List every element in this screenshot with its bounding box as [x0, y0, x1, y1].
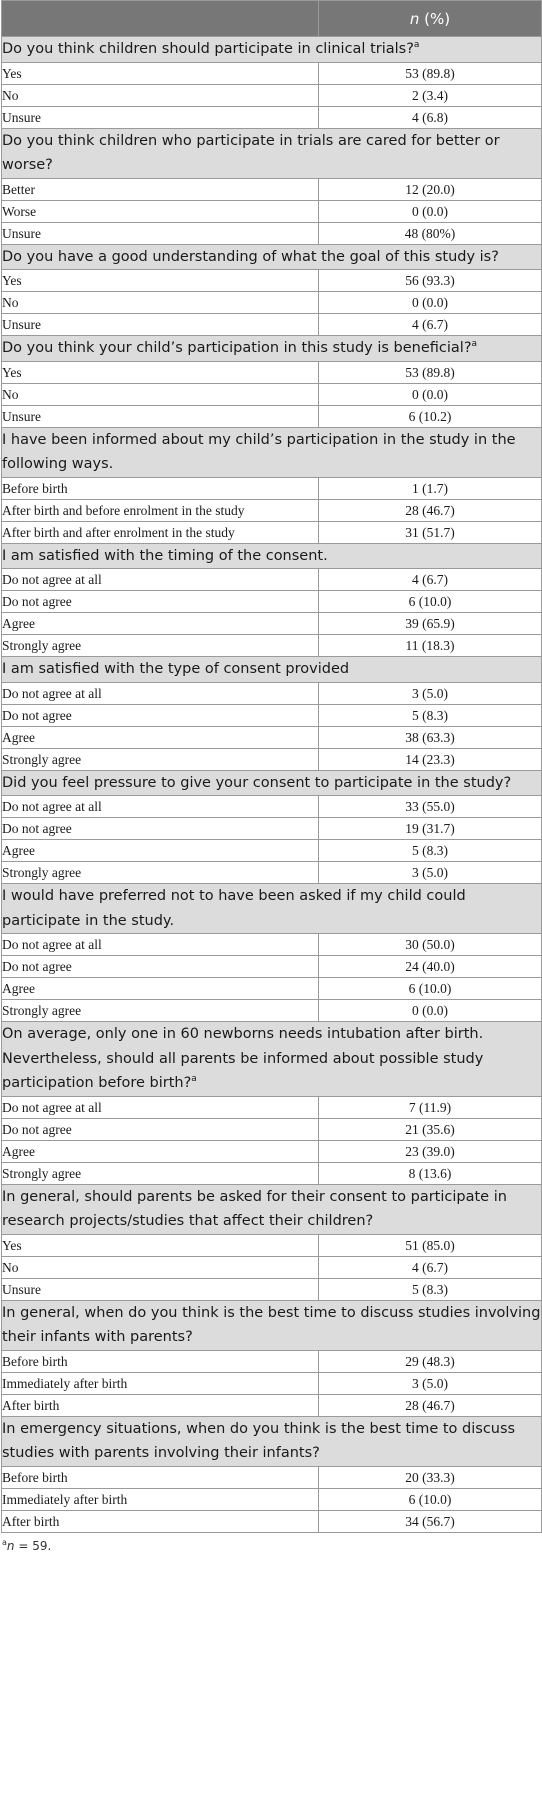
answer-value: 1 (1.7)	[319, 477, 542, 499]
answer-row	[2, 62, 542, 84]
answer-label: Do not agree at all	[2, 569, 319, 591]
answer-label: Agree	[2, 726, 319, 748]
answer-row	[2, 1510, 542, 1532]
answer-label: Unsure	[2, 314, 319, 336]
answer-row	[2, 314, 542, 336]
question-cell	[2, 1184, 542, 1234]
answer-value: 29 (48.3)	[319, 1350, 542, 1372]
answer-value: 5 (8.3)	[319, 840, 542, 862]
question-row	[2, 884, 542, 934]
answer-row	[2, 956, 542, 978]
question-cell	[2, 884, 542, 934]
answer-value: 4 (6.7)	[319, 1256, 542, 1278]
footnote-n-symbol: n	[6, 1538, 15, 1553]
answer-label: No	[2, 292, 319, 314]
question-row	[2, 543, 542, 569]
table-header-row	[2, 1, 542, 37]
question-row	[2, 244, 542, 270]
answer-row	[2, 796, 542, 818]
answer-value: 20 (33.3)	[319, 1466, 542, 1488]
answer-row	[2, 499, 542, 521]
answer-value: 5 (8.3)	[319, 1278, 542, 1300]
answer-row	[2, 1372, 542, 1394]
answer-label: Before birth	[2, 1466, 319, 1488]
answer-value: 3 (5.0)	[319, 1372, 542, 1394]
answer-label: After birth	[2, 1394, 319, 1416]
question-text: Did you feel pressure to give your consent to participate in the study?	[2, 774, 512, 791]
answer-label: Strongly agree	[2, 748, 319, 770]
answer-row	[2, 1140, 542, 1162]
answer-row	[2, 270, 542, 292]
header-n-label: n	[409, 9, 420, 28]
answer-label: Do not agree	[2, 818, 319, 840]
answer-value: 2 (3.4)	[319, 84, 542, 106]
answer-value: 7 (11.9)	[319, 1096, 542, 1118]
question-row	[2, 336, 542, 362]
answer-row	[2, 613, 542, 635]
answer-label: Yes	[2, 1234, 319, 1256]
answer-label: Agree	[2, 978, 319, 1000]
question-footnote-marker: a	[191, 1074, 197, 1085]
table-body	[2, 37, 542, 1533]
question-cell	[2, 770, 542, 796]
question-text: I am satisfied with the type of consent provided	[2, 661, 350, 677]
answer-row	[2, 84, 542, 106]
answer-label: Immediately after birth	[2, 1488, 319, 1510]
answer-row	[2, 1394, 542, 1416]
answer-label: Yes	[2, 361, 319, 383]
answer-label: Immediately after birth	[2, 1372, 319, 1394]
answer-label: Agree	[2, 840, 319, 862]
answer-label: Strongly agree	[2, 862, 319, 884]
question-text: I am satisfied with the timing of the consent.	[2, 547, 328, 564]
answer-value: 0 (0.0)	[319, 200, 542, 222]
answer-row	[2, 1162, 542, 1184]
answer-row	[2, 1278, 542, 1300]
answer-label: Unsure	[2, 405, 319, 427]
answer-row	[2, 405, 542, 427]
answer-label: Better	[2, 178, 319, 200]
answer-value: 3 (5.0)	[319, 862, 542, 884]
question-row	[2, 657, 542, 683]
answer-row	[2, 477, 542, 499]
answer-label: After birth and after enrolment in the study	[2, 521, 319, 543]
answer-value: 3 (5.0)	[319, 682, 542, 704]
question-text: I would have preferred not to have been asked if my child could participate in the study.	[2, 888, 466, 929]
question-footnote-marker: a	[471, 339, 478, 350]
question-footnote-marker: a	[413, 40, 420, 51]
table-footnote	[0, 1533, 542, 1553]
answer-value: 51 (85.0)	[319, 1234, 542, 1256]
answer-row	[2, 569, 542, 591]
answer-value: 4 (6.7)	[319, 569, 542, 591]
answer-row	[2, 106, 542, 128]
answer-row	[2, 840, 542, 862]
answer-label: Agree	[2, 1140, 319, 1162]
answer-label: Yes	[2, 62, 319, 84]
answer-row	[2, 1466, 542, 1488]
answer-value: 4 (6.7)	[319, 314, 542, 336]
answer-label: Yes	[2, 270, 319, 292]
answer-row	[2, 591, 542, 613]
question-text: Do you think children should participate in clinical trials?	[2, 41, 414, 57]
answer-row	[2, 178, 542, 200]
answer-row	[2, 862, 542, 884]
answer-value: 33 (55.0)	[319, 796, 542, 818]
answer-value: 38 (63.3)	[319, 726, 542, 748]
answer-value: 24 (40.0)	[319, 956, 542, 978]
question-cell	[2, 336, 542, 362]
answer-label: Do not agree	[2, 591, 319, 613]
question-text: In general, should parents be asked for their consent to participate in research projects/studies that affect their children?	[2, 1188, 507, 1229]
answer-row	[2, 1096, 542, 1118]
answer-label: Do not agree	[2, 704, 319, 726]
question-row	[2, 1300, 542, 1350]
answer-value: 6 (10.0)	[319, 978, 542, 1000]
question-text: In general, when do you think is the best time to discuss studies involving their infants with parents?	[2, 1304, 541, 1345]
answer-row	[2, 200, 542, 222]
answer-value: 34 (56.7)	[319, 1510, 542, 1532]
answer-label: Before birth	[2, 1350, 319, 1372]
question-cell	[2, 1300, 542, 1350]
question-text: Do you think your child’s participation in this study is beneficial?	[2, 340, 472, 356]
answer-value: 23 (39.0)	[319, 1140, 542, 1162]
answer-label: Strongly agree	[2, 1162, 319, 1184]
answer-row	[2, 978, 542, 1000]
answer-label: Do not agree at all	[2, 682, 319, 704]
question-cell	[2, 1022, 542, 1097]
answer-value: 28 (46.7)	[319, 1394, 542, 1416]
answer-value: 0 (0.0)	[319, 1000, 542, 1022]
answer-label: No	[2, 1256, 319, 1278]
answer-value: 19 (31.7)	[319, 818, 542, 840]
question-row	[2, 37, 542, 63]
answer-row	[2, 521, 542, 543]
answer-value: 30 (50.0)	[319, 934, 542, 956]
answer-row	[2, 222, 542, 244]
answer-value: 14 (23.3)	[319, 748, 542, 770]
question-cell	[2, 1416, 542, 1466]
question-cell	[2, 37, 542, 63]
answer-value: 53 (89.8)	[319, 361, 542, 383]
answer-row	[2, 1000, 542, 1022]
answer-value: 11 (18.3)	[319, 635, 542, 657]
answer-label: No	[2, 84, 319, 106]
question-text: On average, only one in 60 newborns needs intubation after birth. Nevertheless, should all parents be informed about possible study participation before birth?	[2, 1026, 484, 1091]
answer-row	[2, 1234, 542, 1256]
question-text: Do you think children who participate in trials are cared for better or worse?	[2, 132, 500, 173]
question-text: In emergency situations, when do you think is the best time to discuss studies with parents involving their infants?	[2, 1420, 516, 1461]
answer-label: Unsure	[2, 1278, 319, 1300]
answer-value: 6 (10.0)	[319, 1488, 542, 1510]
answer-row	[2, 726, 542, 748]
question-row	[2, 1022, 542, 1097]
answer-value: 56 (93.3)	[319, 270, 542, 292]
answer-value: 21 (35.6)	[319, 1118, 542, 1140]
question-cell	[2, 128, 542, 178]
header-empty-cell	[2, 1, 319, 37]
answer-label: After birth and before enrolment in the study	[2, 499, 319, 521]
answer-label: Do not agree	[2, 1118, 319, 1140]
question-text: Do you have a good understanding of what the goal of this study is?	[2, 248, 499, 265]
answer-label: No	[2, 383, 319, 405]
header-n-percent	[319, 1, 542, 37]
answer-row	[2, 383, 542, 405]
question-text: I have been informed about my child’s participation in the study in the following ways.	[2, 431, 516, 472]
answer-label: Do not agree	[2, 956, 319, 978]
answer-row	[2, 818, 542, 840]
answer-row	[2, 1256, 542, 1278]
question-cell	[2, 543, 542, 569]
answer-label: Do not agree at all	[2, 796, 319, 818]
answer-label: Unsure	[2, 106, 319, 128]
answer-row	[2, 748, 542, 770]
answer-value: 5 (8.3)	[319, 704, 542, 726]
question-cell	[2, 427, 542, 477]
answer-label: Before birth	[2, 477, 319, 499]
question-row	[2, 427, 542, 477]
question-row	[2, 1416, 542, 1466]
answer-row	[2, 292, 542, 314]
answer-row	[2, 1488, 542, 1510]
header-percent-label: (%)	[419, 9, 451, 28]
answer-label: Strongly agree	[2, 635, 319, 657]
answer-value: 12 (20.0)	[319, 178, 542, 200]
answer-value: 0 (0.0)	[319, 383, 542, 405]
question-cell	[2, 657, 542, 683]
answer-value: 53 (89.8)	[319, 62, 542, 84]
answer-value: 8 (13.6)	[319, 1162, 542, 1184]
answer-row	[2, 682, 542, 704]
question-row	[2, 128, 542, 178]
answer-row	[2, 1118, 542, 1140]
answer-value: 31 (51.7)	[319, 521, 542, 543]
footnote-text: = 59.	[14, 1538, 52, 1553]
question-row	[2, 1184, 542, 1234]
answer-value: 0 (0.0)	[319, 292, 542, 314]
answer-row	[2, 1350, 542, 1372]
footnote-marker: a	[2, 1537, 7, 1547]
answer-row	[2, 934, 542, 956]
answer-value: 48 (80%)	[319, 222, 542, 244]
answer-row	[2, 635, 542, 657]
answer-row	[2, 704, 542, 726]
answer-label: Worse	[2, 200, 319, 222]
answer-value: 39 (65.9)	[319, 613, 542, 635]
question-row	[2, 770, 542, 796]
answer-label: Do not agree at all	[2, 934, 319, 956]
answer-value: 6 (10.2)	[319, 405, 542, 427]
answer-label: After birth	[2, 1510, 319, 1532]
answer-label: Unsure	[2, 222, 319, 244]
question-cell	[2, 244, 542, 270]
answer-label: Do not agree at all	[2, 1096, 319, 1118]
answer-row	[2, 361, 542, 383]
answer-label: Strongly agree	[2, 1000, 319, 1022]
answer-value: 28 (46.7)	[319, 499, 542, 521]
answer-value: 6 (10.0)	[319, 591, 542, 613]
answer-label: Agree	[2, 613, 319, 635]
answer-value: 4 (6.8)	[319, 106, 542, 128]
survey-results-table	[1, 0, 542, 1533]
